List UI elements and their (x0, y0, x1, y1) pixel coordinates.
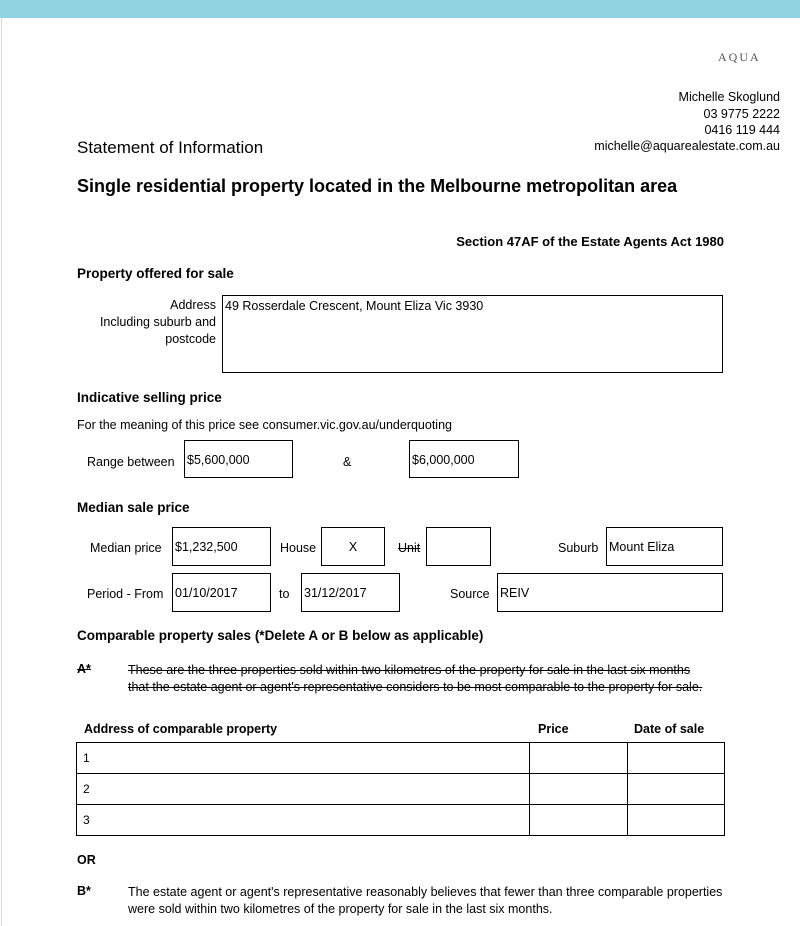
price-low-field[interactable]: $5,600,000 (184, 440, 293, 478)
agent-name: Michelle Skoglund (678, 90, 780, 104)
col-header-date: Date of sale (634, 722, 705, 736)
address-label: Address (170, 298, 216, 312)
table-row (77, 774, 725, 805)
address-label-suburb: Including suburb and (99, 315, 216, 329)
option-b-text: The estate agent or agent's representative reasonably believes that fewer than three comparable properties were sold within two kilometres of the property for sale in the last six months. (128, 885, 723, 916)
comparable-price-3[interactable] (530, 805, 628, 836)
source-field[interactable]: REIV (497, 573, 723, 612)
agent-email[interactable]: michelle@aquarealestate.com.au (594, 139, 780, 153)
row-number: 1 (83, 751, 90, 765)
option-b-marker: B* (77, 884, 91, 898)
table-row (77, 743, 725, 774)
document-title: Single residential property located in the Melbourne metropolitan area (77, 176, 678, 196)
comparable-heading: Comparable property sales (*Delete A or B below as applicable) (77, 628, 484, 643)
col-header-address: Address of comparable property (84, 722, 278, 736)
median-heading: Median sale price (77, 500, 190, 515)
suburb-field[interactable]: Mount Eliza (606, 527, 723, 566)
range-ampersand: & (343, 455, 352, 469)
comparable-date-3[interactable] (628, 805, 725, 836)
comparable-address-1[interactable] (77, 743, 530, 774)
comparable-table (76, 742, 725, 836)
comparable-date-1[interactable] (628, 743, 725, 774)
period-from-label: Period - From (87, 587, 164, 601)
section-reference: Section 47AF of the Estate Agents Act 1980 (456, 234, 724, 249)
address-field[interactable]: 49 Rosserdale Crescent, Mount Eliza Vic 3930 (222, 295, 723, 373)
period-to-field[interactable]: 31/12/2017 (301, 573, 400, 612)
suburb-label: Suburb (558, 541, 599, 555)
aqua-logo: AQUA (718, 50, 761, 64)
option-a-marker: A* (77, 662, 91, 676)
period-to-label: to (279, 587, 290, 601)
table-row (77, 805, 725, 836)
comparable-price-2[interactable] (530, 774, 628, 805)
top-bar (0, 0, 800, 18)
unit-label: Unit (398, 541, 421, 555)
col-header-price: Price (538, 722, 569, 736)
comparable-address-2[interactable] (77, 774, 530, 805)
range-label: Range between (87, 455, 175, 469)
indicative-heading: Indicative selling price (77, 390, 222, 405)
property-heading: Property offered for sale (77, 266, 234, 281)
agent-phone: 03 9775 2222 (703, 107, 780, 121)
row-number: 2 (83, 782, 90, 796)
underquoting-note: For the meaning of this price see consumer.vic.gov.au/underquoting (77, 418, 452, 432)
median-price-label: Median price (90, 541, 162, 555)
source-label: Source (450, 587, 490, 601)
period-from-field[interactable]: 01/10/2017 (172, 573, 271, 612)
comparable-address-3[interactable] (77, 805, 530, 836)
median-price-field[interactable]: $1,232,500 (172, 527, 271, 566)
row-number: 3 (83, 813, 90, 827)
agent-mobile: 0416 119 444 (704, 123, 780, 137)
statement-label: Statement of Information (77, 138, 264, 157)
comparable-date-2[interactable] (628, 774, 725, 805)
or-label: OR (77, 853, 96, 867)
address-label-postcode: postcode (165, 332, 216, 346)
house-field[interactable]: X (321, 527, 385, 566)
price-high-field[interactable]: $6,000,000 (409, 440, 519, 478)
house-label: House (280, 541, 317, 555)
comparable-price-1[interactable] (530, 743, 628, 774)
unit-field[interactable] (426, 527, 491, 566)
option-a-text: These are the three properties sold within two kilometres of the property for sale in the last six months that the estate agent or agent's representative considers to be most comparable to the property for sale. (128, 663, 703, 694)
page-edge (1, 18, 2, 926)
